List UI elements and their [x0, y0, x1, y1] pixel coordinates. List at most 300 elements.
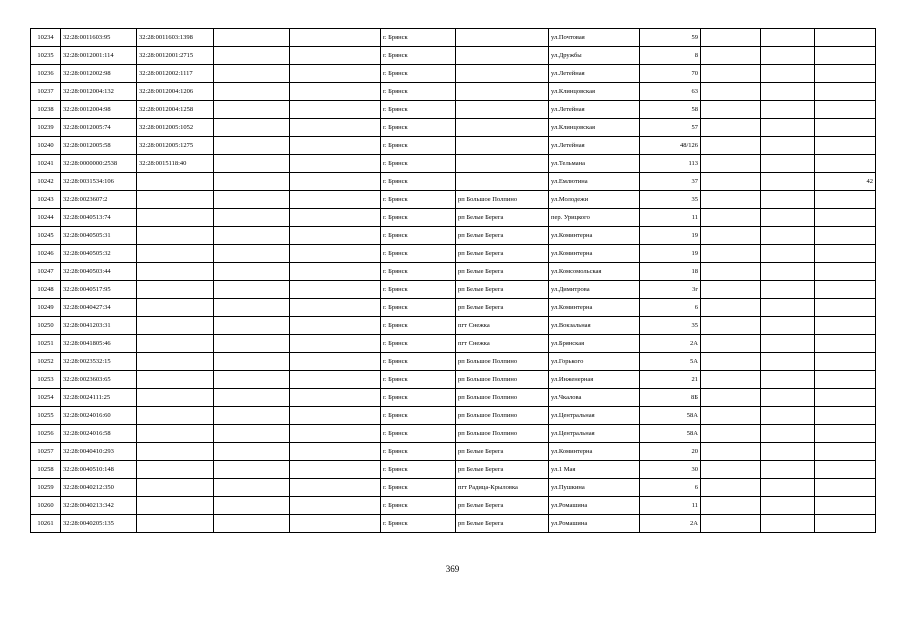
table-cell: ул.Молодежи: [549, 191, 640, 209]
table-cell: [701, 389, 761, 407]
table-cell: 32:28:0012002:1117: [137, 65, 214, 83]
table-cell: [137, 515, 214, 533]
table-cell: г. Брянск: [381, 299, 456, 317]
table-cell: пгт Снежка: [456, 317, 549, 335]
table-cell: 10246: [31, 245, 61, 263]
table-cell: ул.Брянская: [549, 335, 640, 353]
table-cell: [761, 497, 815, 515]
table-cell: [137, 443, 214, 461]
table-cell: [815, 245, 876, 263]
table-cell: [761, 119, 815, 137]
table-cell: [701, 155, 761, 173]
table-cell: [761, 65, 815, 83]
table-cell: 63: [640, 83, 701, 101]
table-cell: ул.Коминтерна: [549, 227, 640, 245]
table-cell: [761, 83, 815, 101]
table-cell: [290, 479, 381, 497]
table-cell: 32:28:0040213:342: [61, 497, 137, 515]
table-cell: 10243: [31, 191, 61, 209]
registry-table-body: [31, 29, 876, 533]
table-cell: ул.1 Мая: [549, 461, 640, 479]
table-cell: [761, 245, 815, 263]
table-cell: [761, 515, 815, 533]
table-cell: г. Брянск: [381, 317, 456, 335]
table-cell: рп Большое Полпино: [456, 191, 549, 209]
table-cell: [761, 137, 815, 155]
table-cell: [815, 119, 876, 137]
table-cell: 32:28:0024016:60: [61, 407, 137, 425]
table-cell: [214, 191, 290, 209]
table-cell: 10238: [31, 101, 61, 119]
table-cell: 10257: [31, 443, 61, 461]
table-cell: г. Брянск: [381, 353, 456, 371]
table-cell: [214, 335, 290, 353]
table-cell: [214, 371, 290, 389]
table-cell: 32:28:0040505:31: [61, 227, 137, 245]
table-cell: рп Большое Полпино: [456, 425, 549, 443]
table-cell: 32:28:0040410:293: [61, 443, 137, 461]
table-cell: 58А: [640, 425, 701, 443]
table-cell: [456, 29, 549, 47]
table-cell: 32:28:0012002:98: [61, 65, 137, 83]
table-cell: [290, 497, 381, 515]
table-cell: г. Брянск: [381, 191, 456, 209]
table-cell: 8: [640, 47, 701, 65]
table-cell: [214, 29, 290, 47]
table-cell: [214, 245, 290, 263]
table-cell: рп Белые Берега: [456, 515, 549, 533]
table-cell: [290, 281, 381, 299]
table-cell: 37: [640, 173, 701, 191]
table-cell: г. Брянск: [381, 263, 456, 281]
table-cell: [456, 173, 549, 191]
table-cell: ул.Комсомольская: [549, 263, 640, 281]
table-cell: [761, 173, 815, 191]
table-cell: г. Брянск: [381, 245, 456, 263]
table-cell: [701, 515, 761, 533]
table-cell: [701, 245, 761, 263]
table-cell: 32:28:0012005:1275: [137, 137, 214, 155]
table-cell: [214, 47, 290, 65]
table-cell: 32:28:0040517:95: [61, 281, 137, 299]
table-cell: [137, 263, 214, 281]
table-cell: рп Белые Берега: [456, 245, 549, 263]
table-cell: г. Брянск: [381, 497, 456, 515]
table-cell: [137, 317, 214, 335]
table-cell: ул.Клинцовская: [549, 119, 640, 137]
table-cell: 32:28:0040427:34: [61, 299, 137, 317]
table-cell: 48/126: [640, 137, 701, 155]
table-cell: 32:28:0012001:114: [61, 47, 137, 65]
table-cell: 32:28:0012004:1206: [137, 83, 214, 101]
table-cell: 10258: [31, 461, 61, 479]
table-cell: рп Белые Берега: [456, 299, 549, 317]
table-cell: 10245: [31, 227, 61, 245]
table-cell: г. Брянск: [381, 137, 456, 155]
table-cell: [137, 353, 214, 371]
table-row: [31, 461, 876, 479]
table-cell: 32:28:0041805:46: [61, 335, 137, 353]
table-cell: 32:28:0040505:32: [61, 245, 137, 263]
table-cell: ул.Вокзальная: [549, 317, 640, 335]
table-cell: [761, 47, 815, 65]
table-cell: [214, 389, 290, 407]
table-row: [31, 407, 876, 425]
table-cell: ул.Пушкина: [549, 479, 640, 497]
table-cell: [815, 155, 876, 173]
table-cell: ул.Клинцовская: [549, 83, 640, 101]
registry-table: [30, 28, 876, 533]
table-cell: [701, 137, 761, 155]
table-cell: 32:28:0040510:148: [61, 461, 137, 479]
table-cell: [214, 515, 290, 533]
table-cell: 18: [640, 263, 701, 281]
table-cell: г. Брянск: [381, 173, 456, 191]
table-cell: 32:28:0012005:58: [61, 137, 137, 155]
table-cell: [701, 227, 761, 245]
table-cell: [214, 479, 290, 497]
table-cell: рп Большое Полпино: [456, 353, 549, 371]
table-cell: 58: [640, 101, 701, 119]
table-cell: 11: [640, 209, 701, 227]
table-cell: [815, 461, 876, 479]
table-cell: г. Брянск: [381, 281, 456, 299]
table-cell: [761, 335, 815, 353]
table-cell: [456, 65, 549, 83]
table-cell: [701, 173, 761, 191]
table-cell: [137, 425, 214, 443]
table-cell: [290, 65, 381, 83]
table-cell: [214, 137, 290, 155]
table-cell: [137, 299, 214, 317]
table-cell: 10235: [31, 47, 61, 65]
table-cell: рп Большое Полпино: [456, 407, 549, 425]
table-row: [31, 497, 876, 515]
table-cell: рп Большое Полпино: [456, 371, 549, 389]
table-cell: 59: [640, 29, 701, 47]
table-cell: 32:28:0040513:74: [61, 209, 137, 227]
table-cell: [761, 443, 815, 461]
table-cell: [214, 173, 290, 191]
table-cell: [815, 353, 876, 371]
table-cell: рп Белые Берега: [456, 263, 549, 281]
table-row: [31, 245, 876, 263]
table-cell: 30: [640, 461, 701, 479]
table-cell: [761, 317, 815, 335]
table-cell: пер. Урицкого: [549, 209, 640, 227]
table-cell: 10247: [31, 263, 61, 281]
table-cell: г. Брянск: [381, 155, 456, 173]
table-cell: [701, 425, 761, 443]
table-cell: 32:28:0040205:135: [61, 515, 137, 533]
table-row: [31, 479, 876, 497]
table-row: [31, 227, 876, 245]
table-cell: 35: [640, 191, 701, 209]
table-row: [31, 299, 876, 317]
table-cell: [137, 227, 214, 245]
table-cell: [214, 155, 290, 173]
table-cell: 10254: [31, 389, 61, 407]
table-cell: [290, 353, 381, 371]
table-cell: [815, 47, 876, 65]
table-cell: г. Брянск: [381, 335, 456, 353]
table-cell: [290, 389, 381, 407]
table-cell: [137, 461, 214, 479]
table-cell: [815, 389, 876, 407]
table-cell: [761, 425, 815, 443]
table-cell: ул.Центральная: [549, 407, 640, 425]
table-cell: [815, 263, 876, 281]
table-cell: [137, 191, 214, 209]
table-cell: 32:28:0000000:2538: [61, 155, 137, 173]
table-cell: [761, 461, 815, 479]
page-number: 369: [445, 564, 460, 574]
table-cell: [456, 47, 549, 65]
table-row: [31, 281, 876, 299]
table-cell: [290, 155, 381, 173]
table-cell: [761, 101, 815, 119]
table-cell: [290, 443, 381, 461]
table-cell: г. Брянск: [381, 479, 456, 497]
table-cell: 10253: [31, 371, 61, 389]
table-row: [31, 515, 876, 533]
table-cell: 11: [640, 497, 701, 515]
table-cell: [137, 497, 214, 515]
table-cell: 10260: [31, 497, 61, 515]
table-row: [31, 101, 876, 119]
table-cell: ул.Емлютина: [549, 173, 640, 191]
table-cell: [815, 227, 876, 245]
table-cell: ул.Летейная: [549, 65, 640, 83]
table-cell: [815, 317, 876, 335]
table-row: [31, 317, 876, 335]
table-cell: рп Белые Берега: [456, 281, 549, 299]
table-row: [31, 443, 876, 461]
table-cell: [214, 101, 290, 119]
table-row: [31, 119, 876, 137]
table-cell: г. Брянск: [381, 425, 456, 443]
table-cell: 10249: [31, 299, 61, 317]
table-row: [31, 425, 876, 443]
table-cell: [290, 335, 381, 353]
table-cell: [815, 83, 876, 101]
table-cell: [290, 173, 381, 191]
table-cell: г. Брянск: [381, 47, 456, 65]
table-cell: ул.Чкалова: [549, 389, 640, 407]
table-cell: 32:28:0024016:58: [61, 425, 137, 443]
table-cell: [456, 137, 549, 155]
table-cell: [761, 371, 815, 389]
table-cell: 10251: [31, 335, 61, 353]
table-cell: [701, 119, 761, 137]
table-cell: 32:28:0012005:74: [61, 119, 137, 137]
table-cell: 32:28:0024111:25: [61, 389, 137, 407]
table-cell: [137, 371, 214, 389]
table-cell: [815, 101, 876, 119]
table-cell: [761, 479, 815, 497]
table-cell: 58А: [640, 407, 701, 425]
table-cell: [761, 155, 815, 173]
table-cell: 32:28:0040503:44: [61, 263, 137, 281]
table-cell: г. Брянск: [381, 389, 456, 407]
table-cell: 10239: [31, 119, 61, 137]
table-cell: рп Большое Полпино: [456, 389, 549, 407]
table-cell: 32:28:0011603:95: [61, 29, 137, 47]
table-cell: [701, 209, 761, 227]
table-cell: [290, 299, 381, 317]
table-cell: 32:28:0012005:1052: [137, 119, 214, 137]
table-cell: [815, 515, 876, 533]
table-cell: 32:28:0041203:31: [61, 317, 137, 335]
table-cell: 32:28:0012004:1258: [137, 101, 214, 119]
table-cell: 2А: [640, 515, 701, 533]
table-cell: [137, 281, 214, 299]
table-cell: ул.Почтовая: [549, 29, 640, 47]
table-cell: [701, 299, 761, 317]
table-cell: [701, 371, 761, 389]
table-cell: 32:28:0023532:15: [61, 353, 137, 371]
table-cell: [214, 317, 290, 335]
table-cell: [701, 281, 761, 299]
table-cell: 19: [640, 245, 701, 263]
table-cell: 32:28:0023607:2: [61, 191, 137, 209]
table-cell: [815, 407, 876, 425]
table-cell: ул.Летейная: [549, 101, 640, 119]
table-cell: [214, 263, 290, 281]
table-cell: 10261: [31, 515, 61, 533]
table-cell: [290, 227, 381, 245]
table-cell: рп Белые Берега: [456, 461, 549, 479]
table-cell: г. Брянск: [381, 101, 456, 119]
table-cell: ул.Коминтерна: [549, 299, 640, 317]
table-cell: [701, 29, 761, 47]
table-cell: 32:28:0011603:1398: [137, 29, 214, 47]
table-cell: [701, 335, 761, 353]
table-cell: [701, 479, 761, 497]
table-cell: 35: [640, 317, 701, 335]
table-cell: 10259: [31, 479, 61, 497]
table-row: [31, 83, 876, 101]
table-cell: [214, 83, 290, 101]
table-cell: [290, 209, 381, 227]
table-cell: [456, 83, 549, 101]
table-cell: [290, 515, 381, 533]
table-cell: 32:28:0015118:40: [137, 155, 214, 173]
table-cell: г. Брянск: [381, 461, 456, 479]
table-cell: 21: [640, 371, 701, 389]
table-cell: [701, 83, 761, 101]
table-cell: г. Брянск: [381, 65, 456, 83]
table-cell: [701, 443, 761, 461]
table-cell: [214, 443, 290, 461]
table-cell: [214, 119, 290, 137]
table-cell: 32:28:0012004:132: [61, 83, 137, 101]
table-cell: пгт Снежка: [456, 335, 549, 353]
table-cell: г. Брянск: [381, 83, 456, 101]
table-row: [31, 389, 876, 407]
table-cell: [701, 101, 761, 119]
table-cell: [214, 227, 290, 245]
table-cell: [761, 263, 815, 281]
table-cell: [137, 245, 214, 263]
table-cell: 10244: [31, 209, 61, 227]
table-cell: [701, 461, 761, 479]
table-cell: [761, 227, 815, 245]
table-cell: [815, 65, 876, 83]
table-cell: [214, 209, 290, 227]
table-cell: 10256: [31, 425, 61, 443]
table-cell: [815, 371, 876, 389]
table-cell: [214, 353, 290, 371]
table-cell: 32:28:0031534:106: [61, 173, 137, 191]
table-cell: [214, 407, 290, 425]
table-cell: [761, 389, 815, 407]
table-row: [31, 29, 876, 47]
table-cell: [214, 299, 290, 317]
table-cell: [214, 497, 290, 515]
table-cell: 32:28:0023603:65: [61, 371, 137, 389]
table-cell: ул.Центральная: [549, 425, 640, 443]
table-cell: [761, 407, 815, 425]
table-cell: рп Белые Берега: [456, 209, 549, 227]
table-cell: [815, 191, 876, 209]
table-cell: ул.Димитрова: [549, 281, 640, 299]
table-cell: [701, 191, 761, 209]
table-cell: [701, 317, 761, 335]
table-cell: [456, 101, 549, 119]
table-cell: [137, 335, 214, 353]
table-cell: [290, 263, 381, 281]
table-cell: 113: [640, 155, 701, 173]
table-row: [31, 353, 876, 371]
table-row: [31, 137, 876, 155]
table-cell: [290, 245, 381, 263]
table-cell: 10255: [31, 407, 61, 425]
table-cell: [701, 65, 761, 83]
table-cell: [214, 65, 290, 83]
table-cell: 10252: [31, 353, 61, 371]
table-row: [31, 173, 876, 191]
table-cell: [290, 461, 381, 479]
table-cell: ул.Ромашина: [549, 515, 640, 533]
table-cell: [290, 47, 381, 65]
table-cell: г. Брянск: [381, 227, 456, 245]
table-cell: [290, 29, 381, 47]
table-cell: [815, 209, 876, 227]
table-row: [31, 65, 876, 83]
table-cell: 8Б: [640, 389, 701, 407]
table-cell: 5А: [640, 353, 701, 371]
table-cell: 10237: [31, 83, 61, 101]
table-cell: 10234: [31, 29, 61, 47]
table-cell: [701, 407, 761, 425]
table-cell: ул.Коминтерна: [549, 443, 640, 461]
table-cell: [456, 119, 549, 137]
table-row: [31, 191, 876, 209]
table-cell: 6: [640, 479, 701, 497]
table-cell: пгт Радица-Крыловка: [456, 479, 549, 497]
table-cell: [290, 119, 381, 137]
table-cell: 42: [815, 173, 876, 191]
table-cell: 10250: [31, 317, 61, 335]
table-cell: 10236: [31, 65, 61, 83]
table-row: [31, 209, 876, 227]
table-cell: [815, 137, 876, 155]
table-cell: [701, 353, 761, 371]
table-cell: [761, 209, 815, 227]
table-cell: [761, 191, 815, 209]
table-cell: [137, 173, 214, 191]
